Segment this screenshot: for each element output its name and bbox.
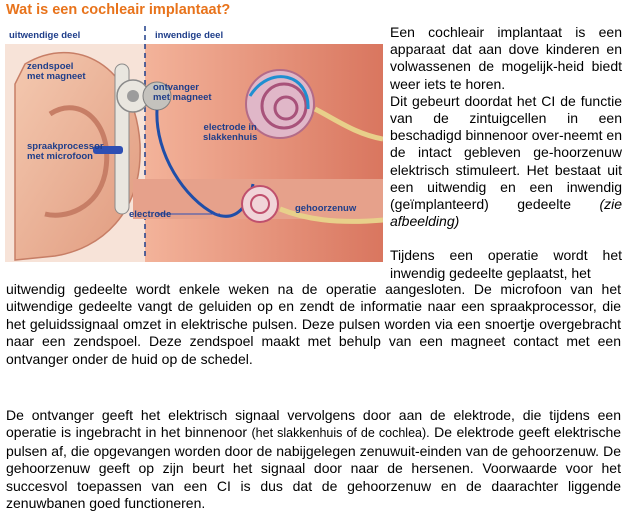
label-auditory-nerve: gehoorzenuw <box>295 203 357 214</box>
cochlea-note: (het slakkenhuis of de cochlea). <box>251 426 430 441</box>
label-electrode-cochlea-line2: slakkenhuis <box>203 132 258 143</box>
label-electrode-in-cochlea <box>203 123 257 143</box>
receiver-paragraph <box>6 407 621 512</box>
receiver-text <box>6 407 621 512</box>
label-electrode: electrode <box>129 209 172 220</box>
label-processor-line2: met microfoon <box>27 151 93 162</box>
label-receiver-line2: met magneet <box>153 92 212 103</box>
cochlear-implant-diagram <box>5 24 383 262</box>
operation-paragraph-start: Tijdens een operatie wordt het inwendig gedeelte geplaatst, het <box>390 247 622 281</box>
label-external: uitwendige deel <box>9 30 81 41</box>
coil-magnet <box>127 90 139 102</box>
label-internal: inwendige deel <box>155 30 224 41</box>
label-coil <box>27 62 86 82</box>
label-processor-line1: spraakprocessor <box>27 141 104 152</box>
receiver-text-a: De ontvanger geeft het elektrisch signaal vervolgens door aan de elektrode, die tijdens een operatie is ingebracht in het binnenoor <box>6 407 621 441</box>
operation-paragraph <box>6 281 621 368</box>
label-electrode-cochlea-line1: electrode in <box>203 122 257 133</box>
receiver-text-b: De elektrode geeft elektrische pulsen af, die opgevangen worden door de nabijgelegen zenuwuit-einden van de gehoorzenuw. De gehoorzenuw geeft op zijn beurt het signaal door naar de hersenen. Voorwaarde voor het succesvol toepassen van een CI is dus dat de gehoorzenuw en de daarachter liggende zenuwbanen goed functioneren. <box>6 424 622 512</box>
operation-text: uitwendig gedeelte wordt enkele weken na de operatie aangesloten. De microfoon van het uitwendige gedeelte vangt de geluiden op en zendt de informatie naar een spraakprocessor, die het geluidssignaal omzet in elektrische pulsen. Deze pulsen worden via een snoertje overgebracht naar een zendspoel. Deze zendspoel maakt met behulp van een magneet contact met een ontvanger onder de huid op de schedel. <box>6 281 621 367</box>
function-paragraph <box>390 93 622 231</box>
label-processor <box>27 142 104 162</box>
inner-region <box>145 24 383 262</box>
label-coil-line2: met magneet <box>27 71 86 82</box>
label-receiver <box>153 83 212 103</box>
label-receiver-line1: ontvanger <box>153 82 199 93</box>
middle-ear <box>242 186 278 222</box>
label-coil-line1: zendspoel <box>27 61 74 72</box>
function-text: Dit gebeurt doordat het CI de functie van de zintuigcellen in een beschadigd binnenoor over-neemt en de intact gebleven ge-hoorzenuw elektrisch stimuleert. Het bestaat uit een uitwendig en een inwendig (geïmplanteerd) gedeelte <box>390 92 622 213</box>
figure-reference: (zie afbeelding) <box>390 196 623 230</box>
intro-column <box>390 24 622 282</box>
intro-paragraph: Een cochleair implantaat is een apparaat dat aan dove kinderen en volwassenen de mogelijk-heid biedt weer iets te horen. <box>390 24 622 92</box>
page-title: Wat is een cochleair implantaat? <box>6 2 231 18</box>
